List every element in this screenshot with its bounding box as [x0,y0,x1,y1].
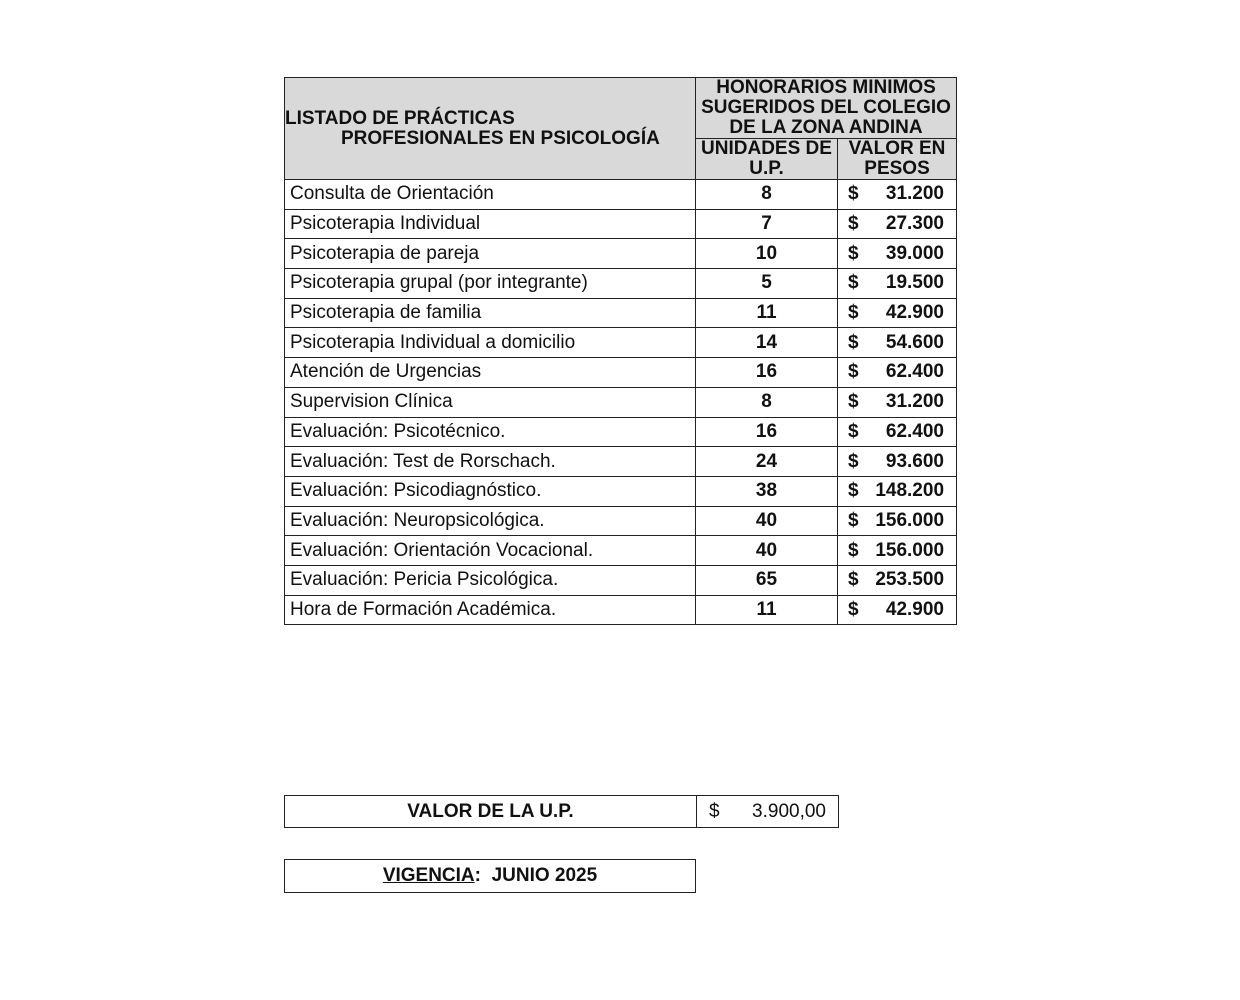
table-row [285,358,957,388]
up-value-label: VALOR DE LA U.P. [285,796,697,828]
practice-name: Evaluación: Pericia Psicológica. [285,565,696,595]
price-amount: 27.300 [885,213,945,235]
table-row [285,180,957,210]
practices-header [285,78,696,180]
practice-price [838,298,957,328]
price-currency: $ [848,361,859,383]
practice-price [838,565,957,595]
table-row [285,209,957,239]
practice-price [838,269,957,299]
practice-units: 40 [696,506,838,536]
honorarios-header-line3: DE LA ZONA ANDINA [729,117,923,138]
practice-price [838,358,957,388]
price-amount: 253.500 [875,569,945,591]
value-column-header-line2: PESOS [864,158,930,179]
table-row [285,447,957,477]
practice-name: Psicoterapia Individual [285,209,696,239]
practice-name: Evaluación: Psicodiagnóstico. [285,476,696,506]
up-value-box [284,795,839,828]
practice-units: 5 [696,269,838,299]
practice-name: Psicoterapia Individual a domicilio [285,328,696,358]
price-currency: $ [848,331,859,353]
table-row [285,536,957,566]
practice-units: 8 [696,180,838,210]
fee-table [284,77,957,625]
price-currency: $ [848,420,859,442]
price-currency: $ [848,598,859,620]
practices-header-line1: LISTADO DE PRÁCTICAS [285,107,515,129]
price-amount: 62.400 [885,361,945,383]
vigencia-label: VIGENCIA [382,865,475,886]
price-currency: $ [848,391,859,413]
price-amount: 19.500 [885,272,945,294]
table-row [285,239,957,269]
units-column-header-line2: U.P. [749,158,784,179]
up-value-row [285,796,839,828]
practice-price [838,209,957,239]
honorarios-header-line2: SUGERIDOS DEL COLEGIO [701,97,951,118]
practice-units: 8 [696,387,838,417]
practice-units: 7 [696,209,838,239]
practice-name: Evaluación: Psicotécnico. [285,417,696,447]
practice-name: Evaluación: Test de Rorschach. [285,447,696,477]
price-currency: $ [848,450,859,472]
practice-name: Psicoterapia de familia [285,298,696,328]
honorarios-header [696,78,957,139]
practice-units: 11 [696,595,838,625]
price-currency: $ [848,183,859,205]
table-row [285,595,957,625]
practice-name: Atención de Urgencias [285,358,696,388]
practice-units: 16 [696,417,838,447]
practice-price [838,536,957,566]
practice-price [838,239,957,269]
vigencia-value: JUNIO 2025 [491,865,598,886]
price-currency: $ [848,569,859,591]
price-currency: $ [848,480,859,502]
practice-price [838,476,957,506]
price-amount: 42.900 [885,302,945,324]
price-amount: 54.600 [885,331,945,353]
price-amount: 148.200 [875,480,945,502]
price-currency: $ [848,509,859,531]
practice-price [838,387,957,417]
table-row [285,565,957,595]
price-amount: 93.600 [885,450,945,472]
table-row [285,387,957,417]
up-value-currency: $ [709,800,720,822]
units-column-header-line1: UNIDADES DE [701,138,832,159]
table-row [285,269,957,299]
price-currency: $ [848,302,859,324]
practice-name: Hora de Formación Académica. [285,595,696,625]
practice-name: Evaluación: Neuropsicológica. [285,506,696,536]
practice-price [838,328,957,358]
practice-units: 24 [696,447,838,477]
price-currency: $ [848,539,859,561]
units-column-header [696,139,838,180]
practice-name: Supervision Clínica [285,387,696,417]
value-column-header [838,139,957,180]
price-currency: $ [848,242,859,264]
table-row [285,328,957,358]
practice-units: 40 [696,536,838,566]
table-row [285,506,957,536]
vigencia-box [284,859,696,893]
vigencia-separator: : [474,865,481,886]
table-row [285,417,957,447]
header-row [285,78,957,139]
practice-units: 38 [696,476,838,506]
practice-price [838,506,957,536]
price-amount: 39.000 [885,242,945,264]
practice-name: Psicoterapia de pareja [285,239,696,269]
practice-units: 65 [696,565,838,595]
practice-price [838,595,957,625]
price-amount: 31.200 [885,391,945,413]
practice-units: 14 [696,328,838,358]
practice-units: 11 [696,298,838,328]
up-value-amount: 3.900,00 [752,800,826,822]
practice-name: Psicoterapia grupal (por integrante) [285,269,696,299]
practice-price [838,447,957,477]
practice-name: Evaluación: Orientación Vocacional. [285,536,696,566]
practice-name: Consulta de Orientación [285,180,696,210]
fee-schedule-sheet [284,77,957,625]
practice-price [838,180,957,210]
practice-price [838,417,957,447]
price-amount: 156.000 [875,539,945,561]
price-amount: 31.200 [885,183,945,205]
practice-units: 10 [696,239,838,269]
value-column-header-line1: VALOR EN [848,138,946,159]
practice-units: 16 [696,358,838,388]
practices-header-line2: PROFESIONALES EN PSICOLOGÍA [341,127,660,149]
price-amount: 62.400 [885,420,945,442]
up-value-cell [697,796,839,828]
honorarios-header-line1: HONORARIOS MINIMOS [716,77,936,98]
table-row [285,298,957,328]
price-amount: 42.900 [885,598,945,620]
price-currency: $ [848,213,859,235]
price-amount: 156.000 [875,509,945,531]
price-currency: $ [848,272,859,294]
table-row [285,476,957,506]
